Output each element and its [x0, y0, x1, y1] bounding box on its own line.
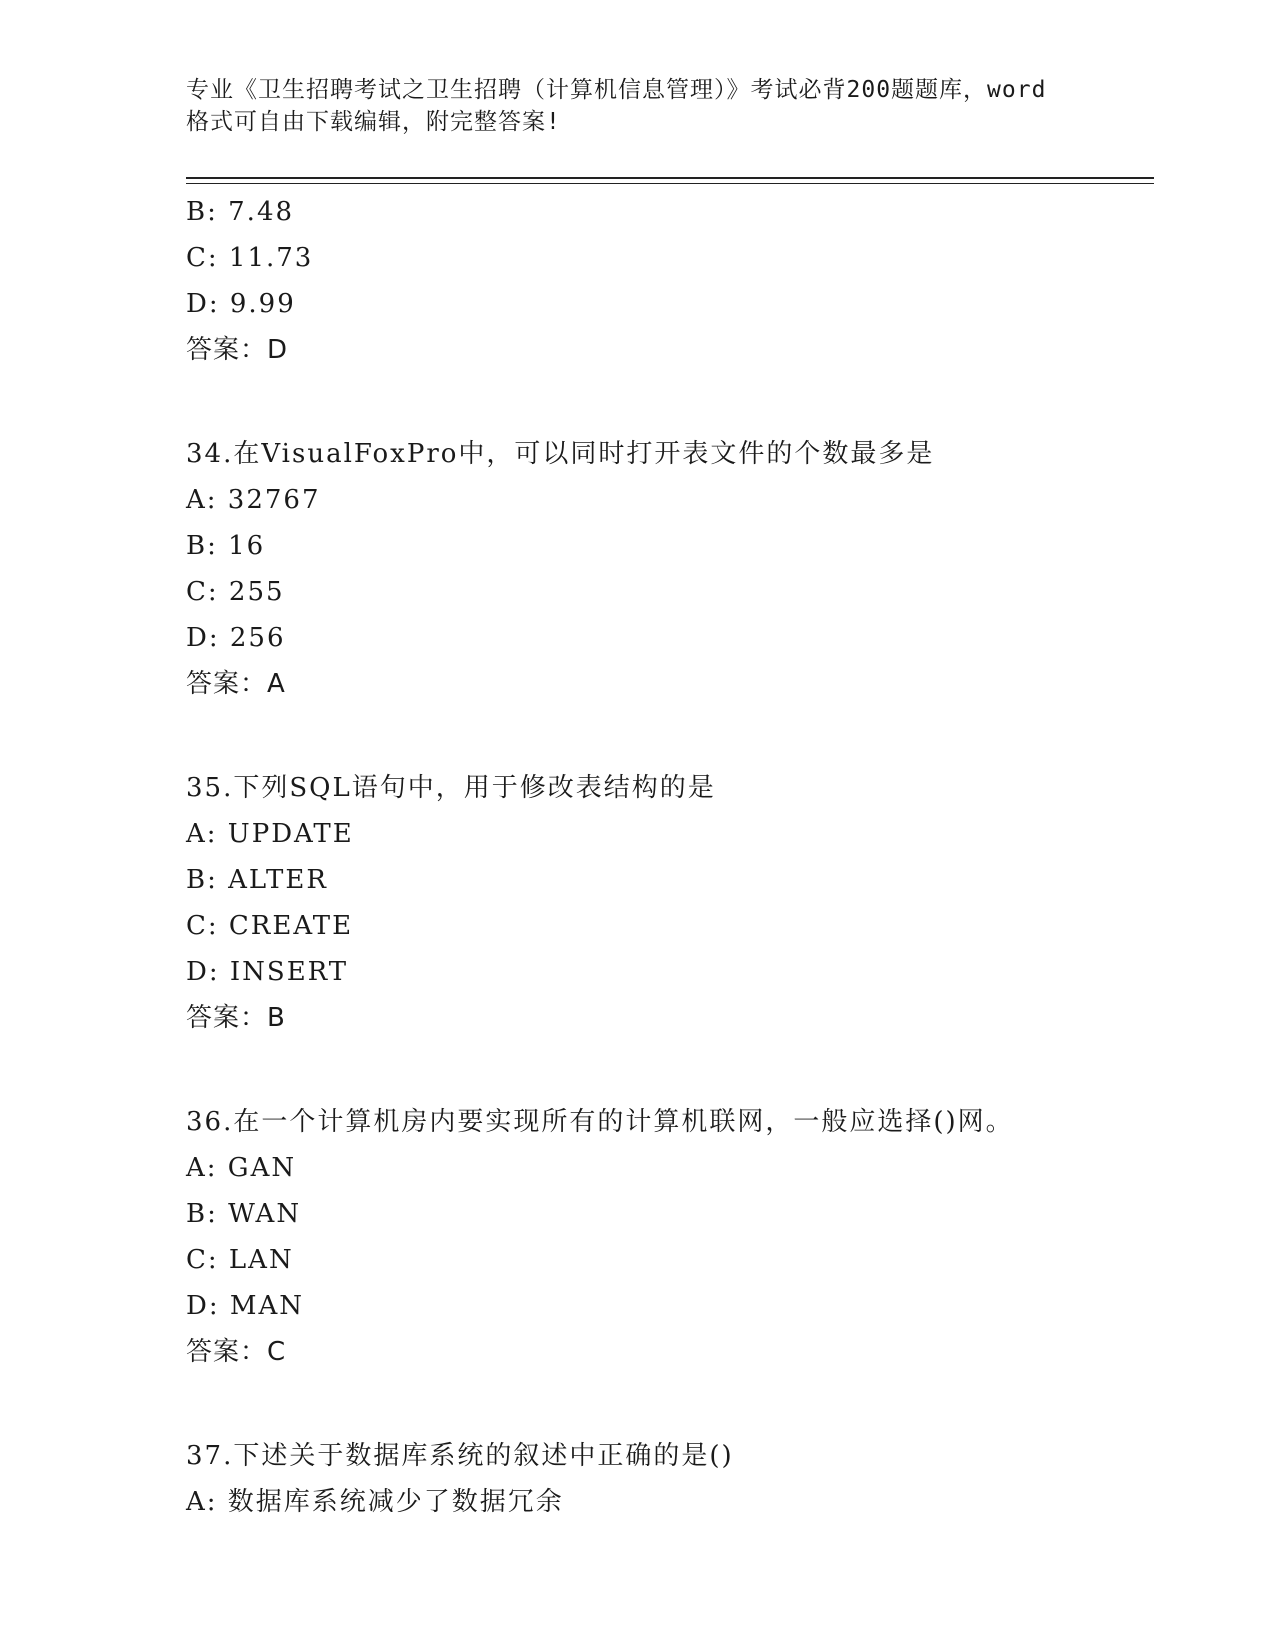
option-a: A: UPDATE	[186, 819, 354, 849]
option-b: B: 16	[186, 531, 266, 561]
question-block-34	[186, 431, 1146, 707]
question-title: 35.下列SQL语句中，用于修改表结构的是	[186, 773, 716, 803]
option-d: D: INSERT	[186, 957, 349, 987]
option-b: B: ALTER	[186, 865, 328, 895]
question-title: 36.在一个计算机房内要实现所有的计算机联网，一般应选择()网。	[186, 1107, 1014, 1137]
option-c: C: CREATE	[186, 911, 354, 941]
header-divider-thick	[186, 177, 1154, 179]
answer-line: 答案：D	[186, 335, 289, 365]
answer-line: 答案：C	[186, 1337, 287, 1367]
document-header	[186, 74, 1086, 138]
option-b: B: WAN	[186, 1199, 302, 1229]
option-d: D: 256	[186, 623, 286, 653]
option-a: A: 32767	[186, 485, 321, 515]
option-d: D: MAN	[186, 1291, 305, 1321]
header-divider-thin	[186, 183, 1154, 184]
option-c: C: LAN	[186, 1245, 294, 1275]
option-b: B: 7.48	[186, 197, 295, 227]
option-a: A: GAN	[186, 1153, 297, 1183]
question-title: 34.在VisualFoxPro中，可以同时打开表文件的个数最多是	[186, 439, 935, 469]
option-c: C: 11.73	[186, 243, 314, 273]
question-block-36	[186, 1099, 1146, 1375]
question-block-33	[186, 189, 1146, 373]
question-block-37	[186, 1433, 1146, 1525]
question-list	[186, 189, 1146, 1525]
header-line-1: 专业《卫生招聘考试之卫生招聘（计算机信息管理）》考试必背200题题库，word	[186, 77, 1047, 103]
answer-line: 答案：A	[186, 669, 286, 699]
answer-line: 答案：B	[186, 1003, 286, 1033]
question-title: 37.下述关于数据库系统的叙述中正确的是()	[186, 1441, 734, 1471]
option-c: C: 255	[186, 577, 285, 607]
option-d: D: 9.99	[186, 289, 296, 319]
option-a: A: 数据库系统减少了数据冗余	[186, 1487, 564, 1517]
question-block-35	[186, 765, 1146, 1041]
header-line-2: 格式可自由下载编辑，附完整答案!	[186, 109, 561, 135]
